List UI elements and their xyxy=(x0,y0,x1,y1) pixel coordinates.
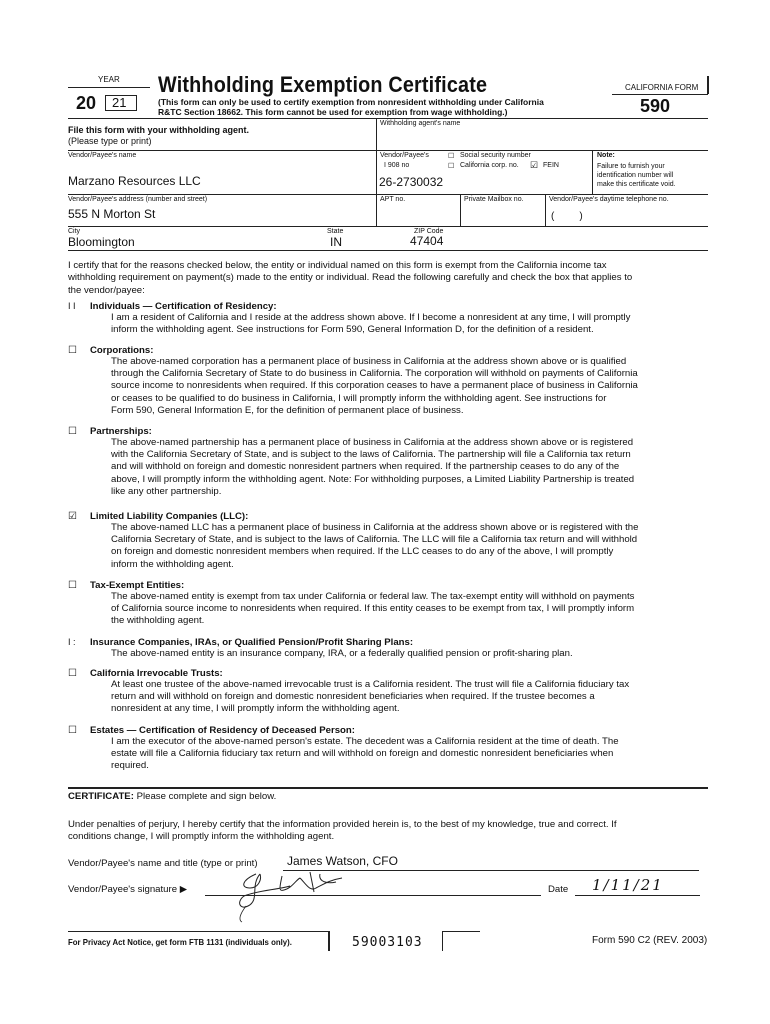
note-line-2: identification number will xyxy=(597,172,674,179)
address-label: Vendor/Payee's address (number and street) xyxy=(68,196,208,203)
llc-checkbox[interactable]: ☑ xyxy=(68,511,77,522)
ssn-label: Social security number xyxy=(460,152,531,159)
section-trusts xyxy=(68,668,708,716)
form-number: 590 xyxy=(640,96,671,116)
state-label: State xyxy=(327,228,344,235)
date-value[interactable]: 1/11/21 xyxy=(592,876,664,894)
form-subtitle-2: R&TC Section 18662. This form cannot be used for exemption from wage withholding.) xyxy=(158,107,508,117)
section-head: Corporations: xyxy=(90,345,154,356)
vendor-name-label: Vendor/Payee's name xyxy=(68,152,137,159)
section-head: Estates — Certification of Residency of Deceased Person: xyxy=(90,725,355,736)
perjury-statement: Under penalties of perjury, I hereby certify that the information provided herein is, to the best of my knowledge, true and correct. If conditions change, I will promptly inform the withholding agent. xyxy=(68,819,617,843)
tax-exempt-checkbox[interactable]: ☐ xyxy=(68,580,77,591)
barcode-number: 59003103 xyxy=(352,935,423,950)
section-individuals xyxy=(68,301,708,336)
vendor-name[interactable]: Marzano Resources LLC xyxy=(68,174,201,188)
section-head: Individuals — Certification of Residency: xyxy=(90,301,277,312)
name-title-label: Vendor/Payee's name and title (type or print) xyxy=(68,858,258,869)
year-prefix: 20 xyxy=(76,93,97,113)
section-head: Tax-Exempt Entities: xyxy=(90,580,185,591)
file-instruction-2: (Please type or print) xyxy=(68,136,152,146)
section-estates xyxy=(68,725,708,773)
note-line-1: Failure to furnish your xyxy=(597,163,665,170)
vendor-zip[interactable]: 47404 xyxy=(410,234,444,248)
vendor-address[interactable]: 555 N Morton St xyxy=(68,207,156,221)
zip-label: ZIP Code xyxy=(414,228,444,235)
date-label: Date xyxy=(548,884,569,895)
section-text: I am a resident of California and I reside at the address shown above. If I become a nonresident at any time, I will promptly inform the withholding agent. See instructions for Form 590, General Information D, for the definition of a resident. xyxy=(111,312,631,336)
corp-checkbox[interactable]: ☐ xyxy=(448,163,455,170)
privacy-notice: For Privacy Act Notice, get form FTB 1131 (individuals only). xyxy=(68,937,292,947)
vendor-state[interactable]: IN xyxy=(330,235,342,249)
vendor-id-number[interactable]: 26-2730032 xyxy=(379,175,444,189)
name-title-value[interactable]: James Watson, CFO xyxy=(287,854,398,868)
form-title: Withholding Exemption Certificate xyxy=(158,72,488,97)
city-label: City xyxy=(68,228,81,235)
year-suffix: 21 xyxy=(112,95,127,110)
pmb-label: Private Mailbox no. xyxy=(464,196,524,203)
phone-field[interactable]: ( ) xyxy=(551,211,583,222)
form-subtitle-1: (This form can only be used to certify exemption from nonresident withholding under California xyxy=(158,97,544,107)
signature-label: Vendor/Payee's signature ▶ xyxy=(68,884,188,895)
apt-label: APT no. xyxy=(380,196,406,203)
section-corporations xyxy=(68,345,708,417)
section-llc xyxy=(68,511,708,571)
signature-mark[interactable] xyxy=(220,866,360,926)
vendor-city[interactable]: Bloomington xyxy=(68,235,135,249)
ssn-checkbox[interactable]: ☐ xyxy=(448,153,455,160)
section-partnerships xyxy=(68,426,708,498)
agent-name-field[interactable] xyxy=(380,130,700,148)
vendor-id-label-2: I 908 no xyxy=(384,162,410,169)
section-head: California Irrevocable Trusts: xyxy=(90,668,223,679)
trusts-checkbox[interactable]: ☐ xyxy=(68,668,77,679)
note-label: Note: xyxy=(597,152,615,159)
year-label: YEAR xyxy=(98,75,120,84)
agency-label: CALIFORNIA FORM xyxy=(625,83,699,92)
partnerships-checkbox[interactable]: ☐ xyxy=(68,426,77,437)
section-insurance xyxy=(68,637,708,660)
agent-name-label: Withholding agent's name xyxy=(380,120,461,127)
intro-text: I certify that for the reasons checked below, the entity or individual named on this form is exempt from the California income tax withholding requirement on payment(s) made to the entity or individual. Read the following carefully and check the box that applies to the vendor/payee: xyxy=(68,260,633,296)
section-tax-exempt xyxy=(68,580,708,628)
insurance-checkbox[interactable]: I : xyxy=(68,637,76,647)
form-revision: Form 590 C2 (REV. 2003) xyxy=(592,935,708,946)
fein-checkbox[interactable]: ☑ xyxy=(530,160,539,170)
corp-label: California corp. no. xyxy=(460,162,519,169)
section-text: The above-named LLC has a permanent place of business in California at the address shown above or is registered with the California Secretary of State, and is subject to the laws of California. The LLC will file a California tax return and will withhold on foreign and domestic nonresident members when required. If the LLC ceases to do any of the above, I will promptly inform the withholding agent. xyxy=(111,522,639,570)
fein-label: FEIN xyxy=(543,162,559,169)
section-text: The above-named partnership has a permanent place of business in California at the address shown above or is registered with the California Secretary of State, and is subject to the laws of California. The partnership will file a California tax return and will withhold on foreign and domestic nonresident partners when required. If the partnership ceases to do any of the above, I will promptly inform the withholding agent. Note: For withholding purposes, a Limited Liability Partnership is treated like any other partnership. xyxy=(111,437,635,497)
phone-label: Vendor/Payee's daytime telephone no. xyxy=(549,196,669,203)
section-text: I am the executor of the above-named person's estate. The decedent was a California resident at the time of death. The estate will file a California fiduciary tax return and will withhold on foreign and domestic nonresident beneficiaries when required. xyxy=(111,736,619,772)
file-instruction: File this form with your withholding agent. xyxy=(68,125,249,135)
section-text: The above-named entity is an insurance company, IRA, or a federally qualified pension or profit-sharing plan. xyxy=(111,648,573,659)
certificate-heading: CERTIFICATE: Please complete and sign below. xyxy=(68,791,277,802)
section-head: Partnerships: xyxy=(90,426,152,437)
section-head: Insurance Companies, IRAs, or Qualified Pension/Profit Sharing Plans: xyxy=(90,637,414,648)
note-line-3: make this certificate void. xyxy=(597,181,676,188)
corporations-checkbox[interactable]: ☐ xyxy=(68,345,77,356)
section-text: At least one trustee of the above-named irrevocable trust is a California resident. The trust will file a California fiduciary tax return and will withhold on foreign and domestic nonresident beneficiaries when required. If the trustee becomes a nonresident at any time, I will promptly inform the withholding agent. xyxy=(111,679,630,715)
section-head: Limited Liability Companies (LLC): xyxy=(90,511,249,522)
individuals-checkbox[interactable]: I I xyxy=(68,301,76,311)
vendor-id-label-1: Vendor/Payee's xyxy=(380,152,429,159)
estates-checkbox[interactable]: ☐ xyxy=(68,725,77,736)
section-text: The above-named corporation has a permanent place of business in California at the address shown above or is qualified through the California Secretary of State to do business in California. The corporation will withhold on payments of California source income to nonresidents when required. If this corporation ceases to have a permanent place of business in California or ceases to be qualified to do business in California, I will promptly inform the withholding agent. See instructions for Form 590, General Information E, for the definition of permanent place of business. xyxy=(111,356,638,416)
section-text: The above-named entity is exempt from tax under California or federal law. The tax-exempt entity will withhold on payments of California source income to nonresidents when required. If this entity ceases to be exempt from tax, I will promptly inform the withholding agent. xyxy=(111,591,635,627)
